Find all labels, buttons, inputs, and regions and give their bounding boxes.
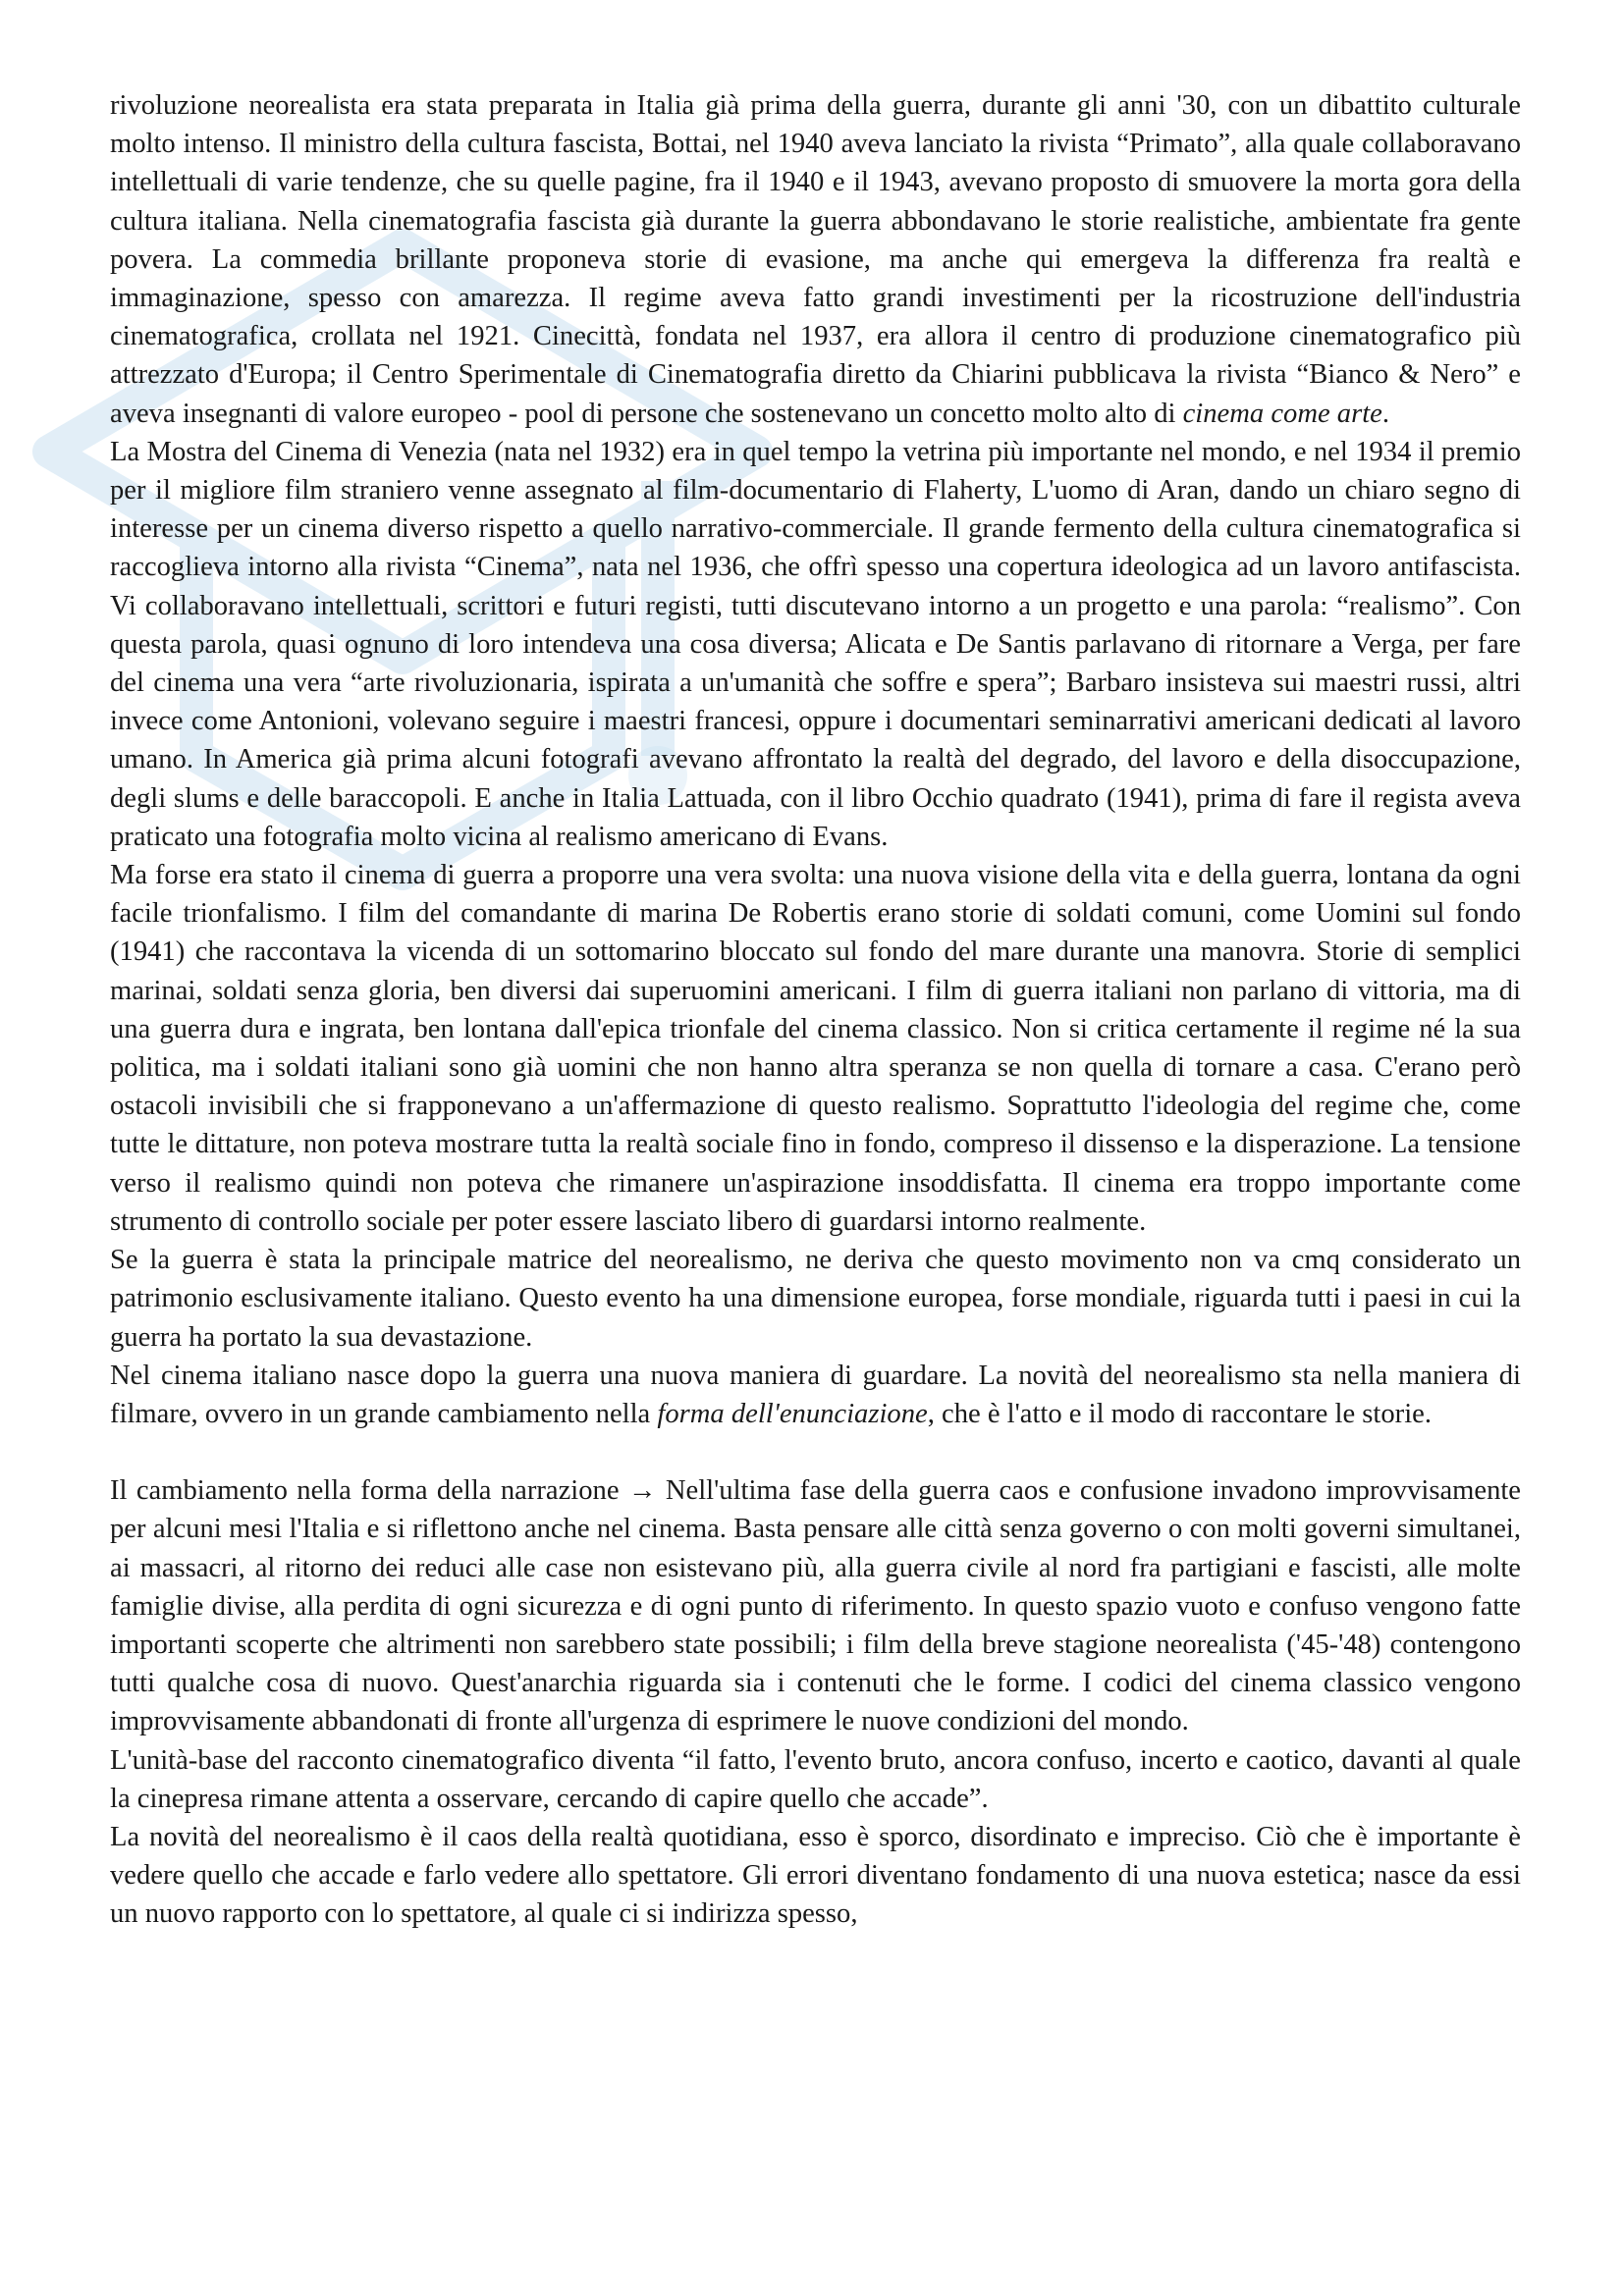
- paragraph: La Mostra del Cinema di Venezia (nata nel 1932) era in quel tempo la vetrina più importante nel mondo, e nel 1934 il premio per il migliore film straniero venne assegnato al film-documentario di Flaherty, L'uomo di Aran, dando un chiaro segno di interesse per un cinema diverso rispetto a quello narrativo-commerciale. Il grande fermento della cultura cinematografica si raccoglieva intorno alla rivista “Cinema”, nata nel 1936, che offrì spesso una copertura ideologica ad un lavoro antifascista. Vi collaboravano intellettuali, scrittori e futuri registi, tutti discutevano intorno a un progetto e una parola: “realismo”. Con questa parola, quasi ognuno di loro intendeva una cosa diversa; Alicata e De Santis parlavano di ritornare a Verga, per fare del cinema una vera “arte rivoluzionaria, ispirata a un'umanità che soffre e spera”; Barbaro insisteva sui maestri russi, altri invece come Antonioni, volevano seguire i maestri francesi, oppure i documentari seminarrativi americani dedicati al lavoro umano. In America già prima alcuni fotografi avevano affrontato la realtà del degrado, del lavoro e della disoccupazione, degli slums e delle baraccopoli. E anche in Italia Lattuada, con il libro Occhio quadrato (1941), prima di fare il regista aveva praticato una fotografia molto vicina al realismo americano di Evans.: [110, 436, 1521, 852]
- paragraph: rivoluzione neorealista era stata preparata in Italia già prima della guerra, durante gli anni '30, con un dibattito culturale molto intenso. Il ministro della cultura fascista, Bottai, nel 1940 aveva lanciato la rivista “Primato”, alla quale collaboravano intellettuali di varie tendenze, che su quelle pagine, fra il 1940 e il 1943, avevano proposto di smuovere la morta gora della cultura italiana. Nella cinematografia fascista già durante la guerra abbondavano le storie realistiche, ambientate fra gente povera. La commedia brillante proponeva storie di evasione, ma anche qui emergeva la differenza fra realtà e immaginazione, spesso con amarezza. Il regime aveva fatto grandi investimenti per la ricostruzione dell'industria cinematografica, crollata nel 1921. Cinecittà, fondata nel 1937, era allora il centro di produzione cinematografico più attrezzato d'Europa; il Centro Sperimentale di Cinematografia diretto da Chiarini pubblicava la rivista “Bianco & Nero” e aveva insegnanti di valore europeo - pool di persone che sostenevano un concetto molto alto di cinema come arte.: [110, 90, 1521, 429]
- paragraph: Nel cinema italiano nasce dopo la guerra una nuova maniera di guardare. La novità del neorealismo sta nella maniera di filmare, ovvero in un grande cambiamento nella forma dell'enunciazione, che è l'atto e il modo di raccontare le storie.: [110, 1360, 1521, 1429]
- paragraph: Se la guerra è stata la principale matrice del neorealismo, ne deriva che questo movimento non va cmq considerato un patrimonio esclusivamente italiano. Questo evento ha una dimensione europea, forse mondiale, riguarda tutti i paesi in cui la guerra ha portato la sua devastazione.: [110, 1245, 1521, 1353]
- document-body: [110, 86, 1521, 1934]
- paragraph: La novità del neorealismo è il caos della realtà quotidiana, esso è sporco, disordinato e impreciso. Ciò che è importante è vedere quello che accade e farlo vedere allo spettatore. Gli errori diventano fondamento di una nuova estetica; nasce da essi un nuovo rapporto con lo spettatore, al quale ci si indirizza spesso,: [110, 1821, 1521, 1930]
- italic-phrase: cinema come arte: [1182, 398, 1382, 429]
- paragraph: Il cambiamento nella forma della narrazione → Nell'ultima fase della guerra caos e confusione invadono improvvisamente per alcuni mesi l'Italia e si riflettono anche nel cinema. Basta pensare alle città senza governo o con molti governi simultanei, ai massacri, al ritorno dei reduci alle case non esistevano più, alla guerra civile al nord fra partigiani e fascisti, alle molte famiglie divise, alla perdita di ogni sicurezza e di ogni punto di riferimento. In questo spazio vuoto e confuso vengono fatte importanti scoperte che altrimenti non sarebbero state possibili; i film della breve stagione neorealista ('45-'48) contengono tutti qualche cosa di nuovo. Quest'anarchia riguarda sia i contenuti che le forme. I codici del cinema classico vengono improvvisamente abbandonati di fronte all'urgenza di esprimere le nuove condizioni del mondo.: [110, 1475, 1521, 1737]
- paragraph: Ma forse era stato il cinema di guerra a proporre una vera svolta: una nuova visione della vita e della guerra, lontana da ogni facile trionfalismo. I film del comandante di marina De Robertis erano storie di soldati comuni, come Uomini sul fondo (1941) che raccontava la vicenda di un sottomarino bloccato sul fondo del mare durante una manovra. Storie di semplici marinai, soldati senza gloria, ben diversi dai superuomini americani. I film di guerra italiani non parlano di vittoria, ma di una guerra dura e ingrata, ben lontana dall'epica trionfale del cinema classico. Non si critica certamente il regime né la sua politica, ma i soldati italiani sono già uomini che non hanno altra speranza se non quella di tornare a casa. C'erano però ostacoli invisibili che si frapponevano a un'affermazione di questo realismo. Soprattutto l'ideologia del regime che, come tutte le dittature, non poteva mostrare tutta la realtà sociale fino in fondo, compreso il dissenso e la disperazione. La tensione verso il realismo quindi non poteva che rimanere un'aspirazione insoddisfatta. Il cinema era troppo importante come strumento di controllo sociale per poter essere lasciato libero di guardarsi intorno realmente.: [110, 860, 1521, 1237]
- italic-phrase: forma dell'enunciazione: [657, 1398, 928, 1429]
- paragraph: L'unità-base del racconto cinematografico diventa “il fatto, l'evento bruto, ancora confuso, incerto e caotico, davanti al quale la cinepresa rimane attenta a osservare, cercando di capire quello che accade”.: [110, 1744, 1521, 1814]
